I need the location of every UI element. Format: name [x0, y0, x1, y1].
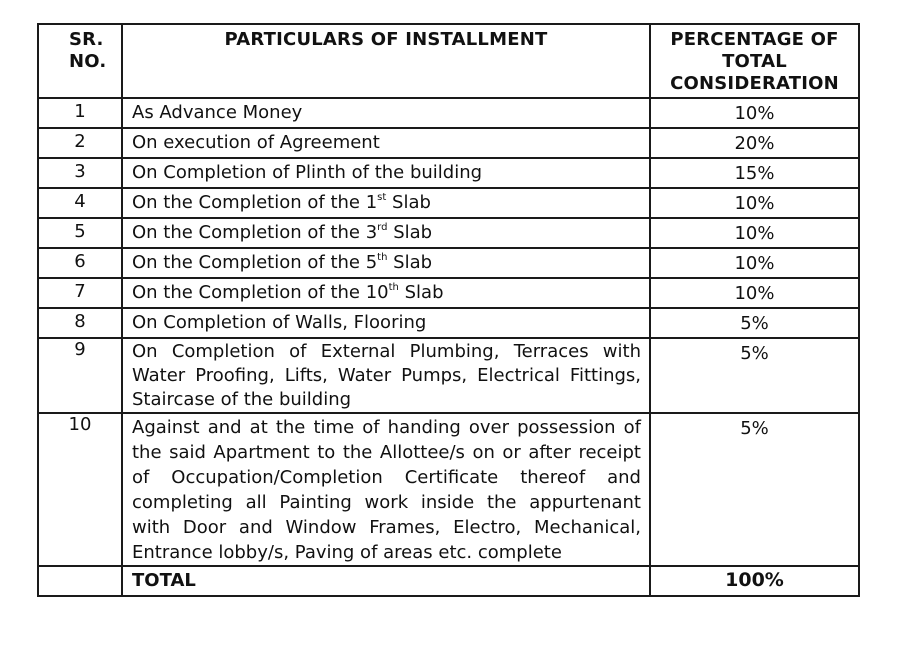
row-percentage — [650, 338, 859, 413]
row-percentage — [650, 278, 859, 308]
row-particulars: On Completion of External Plumbing, Terraces with Water Proofing, Lifts, Water Pumps, Electrical Fittings, Staircase of the building — [122, 338, 650, 413]
row-percentage-value: 20% — [734, 133, 775, 154]
row-particulars: On execution of Agreement — [122, 128, 650, 158]
table-row — [38, 248, 859, 278]
header-row — [38, 24, 859, 98]
row-sr: 2 — [38, 128, 122, 158]
row-text-post: Slab — [398, 282, 444, 303]
row-sr: 9 — [38, 338, 122, 413]
row-percentage — [650, 158, 859, 188]
row-sr: 5 — [38, 218, 122, 248]
total-label: TOTAL — [122, 566, 650, 596]
row-percentage — [650, 413, 859, 566]
row-percentage — [650, 128, 859, 158]
row-sr: 7 — [38, 278, 122, 308]
row-percentage — [650, 308, 859, 338]
ordinal-suffix: rd — [377, 222, 388, 233]
table-row — [38, 158, 859, 188]
row-particulars — [122, 218, 650, 248]
row-particulars: On Completion of Plinth of the building — [122, 158, 650, 188]
pct-header-line2: TOTAL — [722, 51, 787, 72]
row-sr: 10 — [38, 413, 122, 566]
row-percentage-value: 10% — [734, 103, 775, 124]
total-row — [38, 566, 859, 596]
sr-header-line2: NO. — [69, 51, 107, 72]
row-text-pre: On the Completion of the 5 — [132, 252, 378, 273]
table-row — [38, 128, 859, 158]
row-sr: 8 — [38, 308, 122, 338]
row-particulars — [122, 188, 650, 218]
table-row — [38, 98, 859, 128]
ordinal-suffix: st — [377, 192, 387, 203]
row-percentage — [650, 218, 859, 248]
row-text-pre: On the Completion of the 10 — [132, 282, 389, 303]
ordinal-suffix: th — [377, 252, 388, 263]
row-sr: 1 — [38, 98, 122, 128]
table-row — [38, 188, 859, 218]
row-percentage-value: 10% — [734, 283, 775, 304]
sr-header-line1: SR. — [69, 29, 104, 50]
row-text-post: Slab — [387, 252, 433, 273]
ordinal-suffix: th — [388, 282, 399, 293]
row-sr: 3 — [38, 158, 122, 188]
table-row — [38, 413, 859, 566]
row-particulars — [122, 278, 650, 308]
row-sr: 6 — [38, 248, 122, 278]
row-percentage-value: 10% — [734, 253, 775, 274]
row-percentage-value: 5% — [740, 343, 769, 364]
row-percentage-value: 10% — [734, 223, 775, 244]
row-text-pre: On the Completion of the 1 — [132, 192, 378, 213]
row-particulars — [122, 248, 650, 278]
row-particulars: As Advance Money — [122, 98, 650, 128]
sr-no-header — [38, 24, 122, 98]
pct-header-line1: PERCENTAGE OF — [670, 29, 839, 50]
table-row — [38, 218, 859, 248]
row-percentage-value: 5% — [740, 418, 769, 439]
percentage-header — [650, 24, 859, 98]
row-particulars: Against and at the time of handing over possession of the said Apartment to the Allottee/s on or after receipt of Occupation/Completion Certificate thereof and completing all Painting work inside the appurtenant with Door and Window Frames, Electro, Mechanical, Entrance lobby/s, Paving of areas etc. complete — [122, 413, 650, 566]
row-text-pre: On the Completion of the 3 — [132, 222, 378, 243]
row-particulars: On Completion of Walls, Flooring — [122, 308, 650, 338]
row-percentage-value: 10% — [734, 193, 775, 214]
row-percentage — [650, 98, 859, 128]
particulars-header: PARTICULARS OF INSTALLMENT — [122, 24, 650, 98]
total-sr-empty — [38, 566, 122, 596]
installment-table — [37, 23, 860, 597]
row-sr: 4 — [38, 188, 122, 218]
total-percentage: 100% — [650, 566, 859, 596]
pct-header-line3: CONSIDERATION — [670, 73, 839, 94]
row-percentage-value: 5% — [740, 313, 769, 334]
row-percentage — [650, 248, 859, 278]
row-percentage-value: 15% — [734, 163, 775, 184]
row-text-post: Slab — [387, 222, 433, 243]
table-row — [38, 338, 859, 413]
row-percentage — [650, 188, 859, 218]
table-row — [38, 308, 859, 338]
table-row — [38, 278, 859, 308]
row-text-post: Slab — [386, 192, 431, 213]
